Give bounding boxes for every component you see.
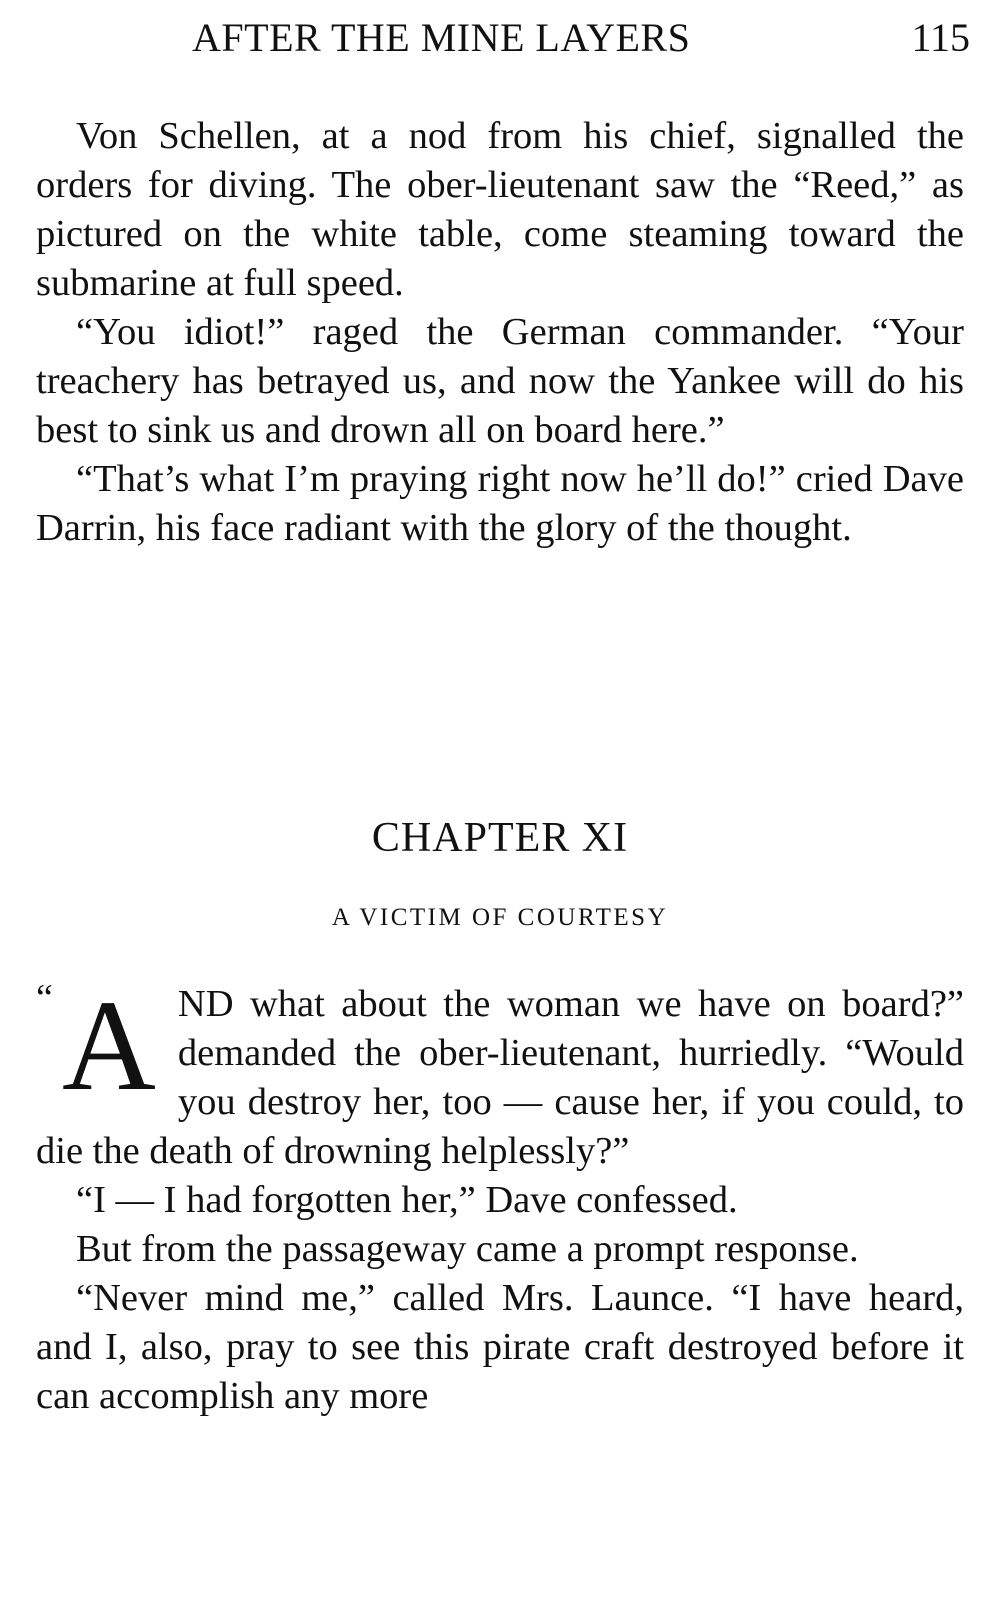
opening-quote-mark: “ <box>36 977 53 1019</box>
chapter-title: CHAPTER XI <box>371 815 629 861</box>
opening-text: ND what about the woman we have on board?” demanded the ober-lieutenant, hurriedly. “Would you destroy her, too — cause her, if you could, to die the death of drowning helplessly?” <box>36 983 964 1172</box>
paragraph: “You idiot!” raged the German commander. “Your treachery has betrayed us, and now the Yankee will do his best to sink us and drown all on board here.” <box>36 311 964 451</box>
running-header <box>0 14 1000 64</box>
paragraph: “Never mind me,” called Mrs. Launce. “I have heard, and I, also, pray to see this pirate craft destroyed before it can accomplish any more <box>36 1277 964 1417</box>
paragraph: But from the passageway came a prompt response. <box>76 1228 859 1270</box>
chapter-subtitle: A VICTIM OF COURTESY <box>331 904 669 931</box>
paragraph: Von Schellen, at a nod from his chief, signalled the orders for diving. The ober-lieutenant saw the “Reed,” as pictured on the white table, come steaming toward the submarine at full speed. <box>36 115 964 304</box>
opening-paragraph <box>36 974 964 1176</box>
chapter-ending-text <box>36 112 964 553</box>
page-number: 115 <box>911 15 970 60</box>
drop-cap: A <box>62 974 156 1118</box>
chapter-body-text <box>36 974 964 1421</box>
paragraph: “I — I had forgotten her,” Dave confessed. <box>76 1179 738 1221</box>
running-title: AFTER THE MINE LAYERS <box>192 15 691 60</box>
paragraph: “That’s what I’m praying right now he’ll do!” cried Dave Darrin, his face radiant with the glory of the thought. <box>36 458 964 549</box>
